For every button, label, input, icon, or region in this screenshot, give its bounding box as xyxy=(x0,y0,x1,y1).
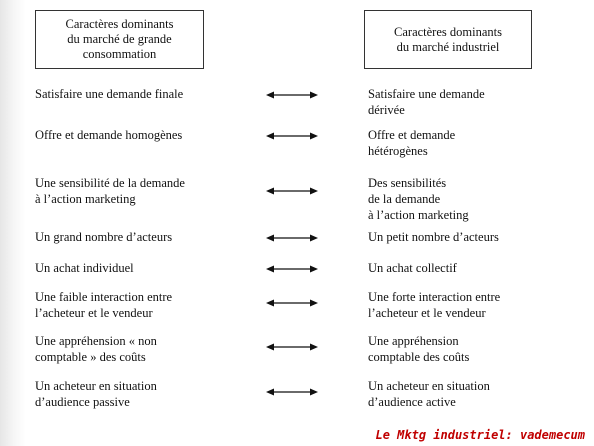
industrial-trait-line: Offre et demande xyxy=(368,128,456,142)
industrial-trait xyxy=(368,229,499,245)
consumer-trait xyxy=(35,127,182,143)
consumer-trait-line: Offre et demande homogènes xyxy=(35,128,183,142)
double-arrow-icon xyxy=(266,342,318,352)
consumer-trait xyxy=(35,260,134,276)
industrial-trait-line: Un achat collectif xyxy=(368,261,457,275)
industrial-trait-line: Un petit nombre d’acteurs xyxy=(368,230,499,244)
industrial-trait-line: Satisfaire une demande xyxy=(368,87,485,101)
consumer-trait-line: Une sensibilité de la demande xyxy=(35,176,185,190)
consumer-trait xyxy=(35,86,183,102)
industrial-trait xyxy=(368,260,457,276)
header-consumer-market xyxy=(35,10,204,69)
industrial-trait-line: comptable des coûts xyxy=(368,350,470,364)
consumer-trait xyxy=(35,378,157,410)
consumer-trait-line: d’audience passive xyxy=(35,395,130,409)
consumer-trait-line: Un grand nombre d’acteurs xyxy=(35,230,173,244)
consumer-trait-line: Un achat individuel xyxy=(35,261,134,275)
consumer-trait-line: l’acheteur et le vendeur xyxy=(35,306,153,320)
header-right-line: du marché industriel xyxy=(396,39,500,54)
consumer-trait xyxy=(35,229,172,245)
double-arrow-icon xyxy=(266,131,318,141)
consumer-trait xyxy=(35,175,185,207)
industrial-trait xyxy=(368,378,490,410)
consumer-trait-line: Satisfaire une demande finale xyxy=(35,87,184,101)
consumer-trait-line: Un acheteur en situation xyxy=(35,379,157,393)
industrial-trait-line: à l’action marketing xyxy=(368,208,469,222)
industrial-trait-line: de la demande xyxy=(368,192,441,206)
industrial-trait-line: hétérogènes xyxy=(368,144,428,158)
consumer-trait xyxy=(35,289,172,321)
industrial-trait-line: Une forte interaction entre xyxy=(368,290,501,304)
consumer-trait-line: Une faible interaction entre xyxy=(35,290,173,304)
industrial-trait-line: Un acheteur en situation xyxy=(368,379,490,393)
header-left-line: du marché de grande xyxy=(67,32,172,46)
consumer-trait xyxy=(35,333,157,365)
industrial-trait xyxy=(368,175,469,223)
consumer-trait-line: comptable » des coûts xyxy=(35,350,146,364)
industrial-trait xyxy=(368,127,455,159)
header-left-line: consommation xyxy=(82,47,157,61)
industrial-trait-line: d’audience active xyxy=(368,395,456,409)
industrial-trait-line: Une appréhension xyxy=(368,334,459,348)
industrial-trait-line: Des sensibilités xyxy=(368,176,447,190)
industrial-trait-line: l’acheteur et le vendeur xyxy=(368,306,486,320)
industrial-trait xyxy=(368,289,500,321)
industrial-trait xyxy=(368,86,485,118)
double-arrow-icon xyxy=(266,233,318,243)
industrial-trait-line: dérivée xyxy=(368,103,405,117)
consumer-trait-line: Une appréhension « non xyxy=(35,334,157,348)
double-arrow-icon xyxy=(266,90,318,100)
header-right-line: Caractères dominants xyxy=(394,24,502,39)
header-left-line: Caractères dominants xyxy=(65,17,174,31)
double-arrow-icon xyxy=(266,387,318,397)
consumer-trait-line: à l’action marketing xyxy=(35,192,136,206)
header-industrial-market xyxy=(364,10,532,69)
double-arrow-icon xyxy=(266,264,318,274)
industrial-trait xyxy=(368,333,469,365)
footer-title: Le Mktg industriel: vademecum xyxy=(375,428,585,442)
double-arrow-icon xyxy=(266,186,318,196)
double-arrow-icon xyxy=(266,298,318,308)
